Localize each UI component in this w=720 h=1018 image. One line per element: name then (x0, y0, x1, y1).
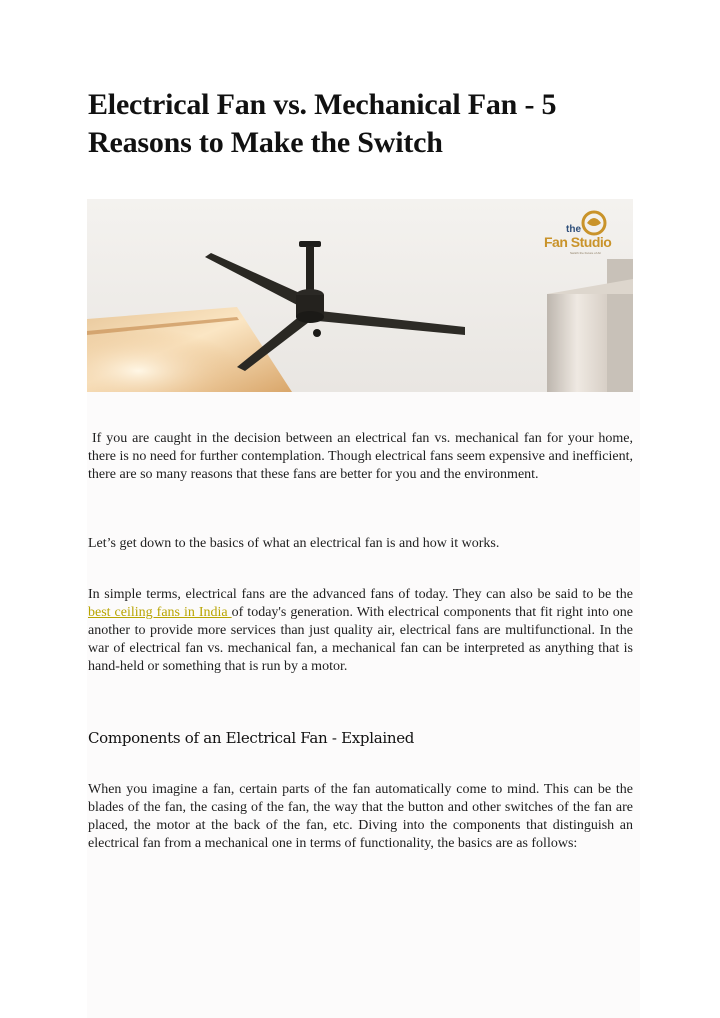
article-title: Electrical Fan vs. Mechanical Fan - 5 Reasons to Make the Switch (88, 88, 557, 159)
basics-paragraph: Let’s get down to the basics of what an electrical fan is and how it works. (88, 536, 500, 551)
brand-logo (542, 207, 632, 259)
definition-paragraph (88, 586, 633, 676)
definition-text-start: In simple terms, electrical fans are the advanced fans of today. They can also be said to be the (88, 587, 633, 602)
best-ceiling-fans-link[interactable]: best ceiling fans in India (88, 605, 232, 620)
logo-text-name: Fan Studio (544, 234, 612, 250)
intro-paragraph: If you are caught in the decision between an electrical fan vs. mechanical fan for your home, there is no need for further contemplation. Though electrical fans seem expensive and inefficient, there are so many reasons that these fans are better for you and the environment. (88, 431, 633, 482)
logo-text-the: the (566, 224, 581, 235)
logo-tagline: Switch the Future of Air (570, 251, 602, 255)
section-heading: Components of an Electrical Fan - Explained (88, 729, 415, 747)
components-paragraph: When you imagine a fan, certain parts of the fan automatically come to mind. This can be the blades of the fan, the casing of the fan, the way that the button and other switches of the fan are placed, the motor at the back of the fan, etc. Diving into the components that distinguish an electrical fan from a mechanical one in terms of functionality, the basics are as follows: (88, 782, 633, 851)
definition-text-end: of today's generation. With electrical components that fit right into one another to provide more services than just quality air, electrical fans are multifunctional. In the war of electrical fan vs. mechanical fan, a mechanical fan can be interpreted as anything that is hand-held or something that is run by a motor. (88, 605, 633, 674)
hero-image (87, 199, 633, 392)
page-background (87, 390, 640, 1018)
